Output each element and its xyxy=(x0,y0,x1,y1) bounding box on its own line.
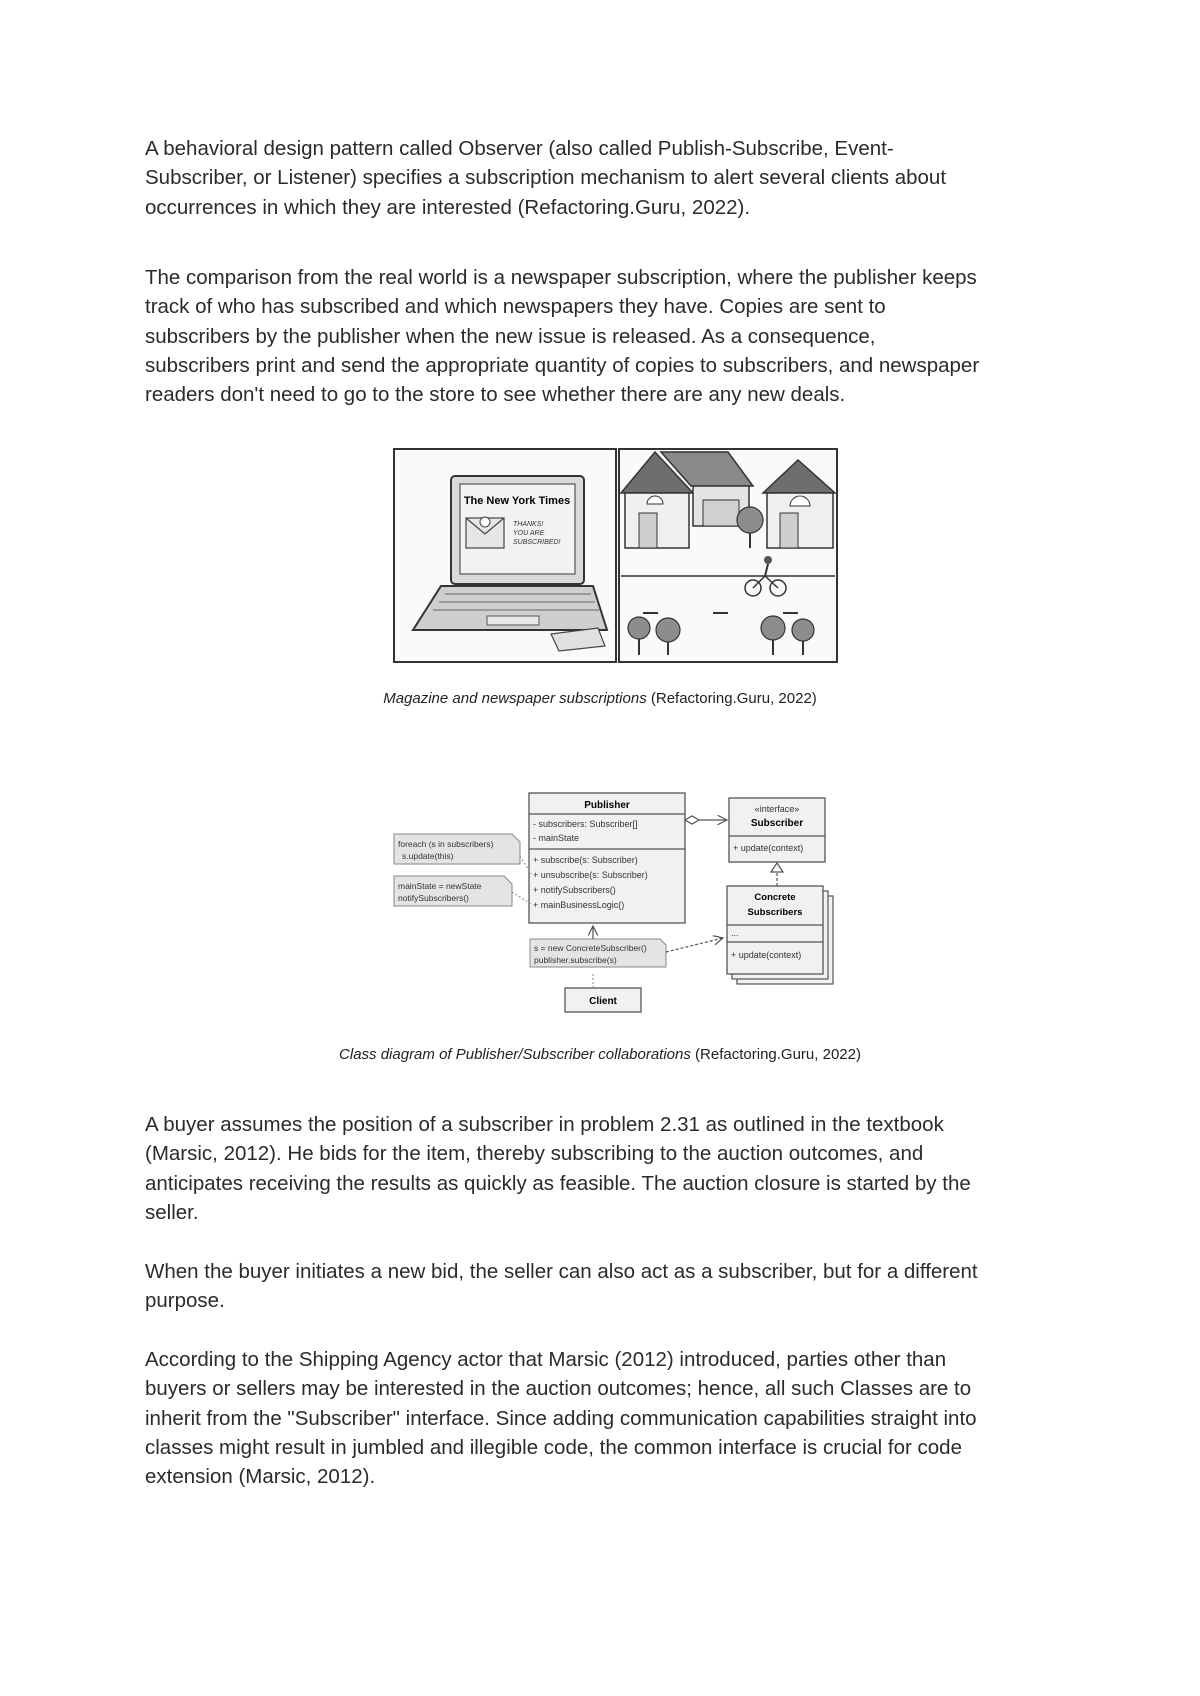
tree-icon xyxy=(737,507,763,533)
class-diagram xyxy=(392,792,838,1016)
text-line: classes might result in jumbled and illegible code, the common interface is crucial for code xyxy=(145,1435,962,1459)
courier-icon xyxy=(764,556,772,564)
concrete-fields: ... xyxy=(731,928,739,938)
subscriber-title: Subscriber xyxy=(750,818,804,829)
text-line: buyers or sellers may be interested in the auction outcomes; hence, all such Classes are to xyxy=(145,1377,972,1401)
figure2-caption-source: (Refactoring.Guru, 2022) xyxy=(695,1046,861,1063)
paragraph-buyer-subscriber xyxy=(145,1110,1065,1227)
paragraph-observer-definition xyxy=(145,134,1065,222)
concrete-method: + update(context) xyxy=(731,950,802,960)
aggregation-diamond-icon xyxy=(685,816,699,824)
text-line: When the buyer initiates a new bid, the seller can also act as a subscriber, but for a different xyxy=(145,1260,978,1283)
note-client-line: s = new ConcreteSubscriber() xyxy=(534,943,647,953)
note-state-line: notifySubscribers() xyxy=(398,893,469,903)
subscriber-method: + update(context) xyxy=(733,843,804,853)
client-label: Client xyxy=(589,996,617,1007)
newspaper-logo: The New York Times xyxy=(463,495,571,507)
figure1-caption-title: Magazine and newspaper subscriptions xyxy=(383,690,647,707)
note-foreach-line: foreach (s in subscribers) xyxy=(398,839,494,849)
screen-message-line: THANKS! xyxy=(513,521,544,528)
note-state-line: mainState = newState xyxy=(398,881,482,891)
paragraph-newspaper-analogy xyxy=(145,263,1065,409)
text-line: readers don't need to go to the store to see whether there are any new deals. xyxy=(145,383,846,407)
publisher-method: + unsubscribe(s: Subscriber) xyxy=(533,870,648,880)
publisher-field: - subscribers: Subscriber[] xyxy=(533,819,638,829)
concrete-title: Subscribers xyxy=(747,907,803,918)
text-line: subscribers by the publisher when the new issue is released. As a consequence, xyxy=(145,324,876,348)
realization-arrow-icon xyxy=(771,863,783,872)
text-line: occurrences in which they are interested (Refactoring.Guru, 2022). xyxy=(145,195,751,219)
text-line: A buyer assumes the position of a subscriber in problem 2.31 as outlined in the textbook xyxy=(145,1113,944,1136)
figure1-caption-source: (Refactoring.Guru, 2022) xyxy=(650,690,817,707)
text-line: seller. xyxy=(145,1200,199,1224)
concrete-title: Concrete xyxy=(754,892,796,903)
screen-message-line: SUBSCRIBED! xyxy=(513,539,561,546)
class-diagram-svg xyxy=(392,792,838,1016)
paragraph-shipping-agency xyxy=(145,1345,1065,1491)
text-line: inherit from the "Subscriber" interface. Since adding communication capabilities straight into xyxy=(145,1406,977,1430)
text-line: purpose. xyxy=(145,1289,225,1313)
publisher-method: + subscribe(s: Subscriber) xyxy=(533,855,638,865)
text-line: According to the Shipping Agency actor that Marsic (2012) introduced, parties other than xyxy=(145,1348,947,1371)
publisher-method: + notifySubscribers() xyxy=(533,885,616,895)
client-concrete-arrow xyxy=(666,938,723,952)
text-line: Subscriber, or Listener) specifies a subscription mechanism to alert several clients about xyxy=(145,166,947,190)
screen-message-line: YOU ARE xyxy=(513,530,545,537)
subscription-illustration-svg xyxy=(393,448,839,664)
publisher-title: Publisher xyxy=(584,800,630,811)
figure1-caption xyxy=(340,690,860,707)
text-line: subscribers print and send the appropriate quantity of copies to subscribers, and newspaper xyxy=(145,353,980,377)
text-line: The comparison from the real world is a newspaper subscription, where the publisher keeps xyxy=(145,266,977,289)
text-line: anticipates receiving the results as quickly as feasible. The auction closure is started by the xyxy=(145,1171,971,1195)
publisher-field: - mainState xyxy=(533,833,580,843)
subscriber-stereotype: «interface» xyxy=(754,804,800,814)
publisher-method: + mainBusinessLogic() xyxy=(533,900,625,910)
paragraph-seller-subscriber xyxy=(145,1257,1065,1316)
text-line: extension (Marsic, 2012). xyxy=(145,1465,376,1489)
figure2-caption-title: Class diagram of Publisher/Subscriber collaborations xyxy=(339,1046,691,1063)
note-foreach-line: s.update(this) xyxy=(402,851,454,861)
text-line: A behavioral design pattern called Observer (also called Publish-Subscribe, Event- xyxy=(145,137,894,160)
figure2-caption xyxy=(300,1046,900,1063)
subscription-illustration xyxy=(393,448,839,664)
text-line: track of who has subscribed and which newspapers they have. Copies are sent to xyxy=(145,295,886,319)
note-client-line: publisher.subscribe(s) xyxy=(534,955,617,965)
text-line: (Marsic, 2012). He bids for the item, thereby subscribing to the auction outcomes, and xyxy=(145,1142,924,1166)
